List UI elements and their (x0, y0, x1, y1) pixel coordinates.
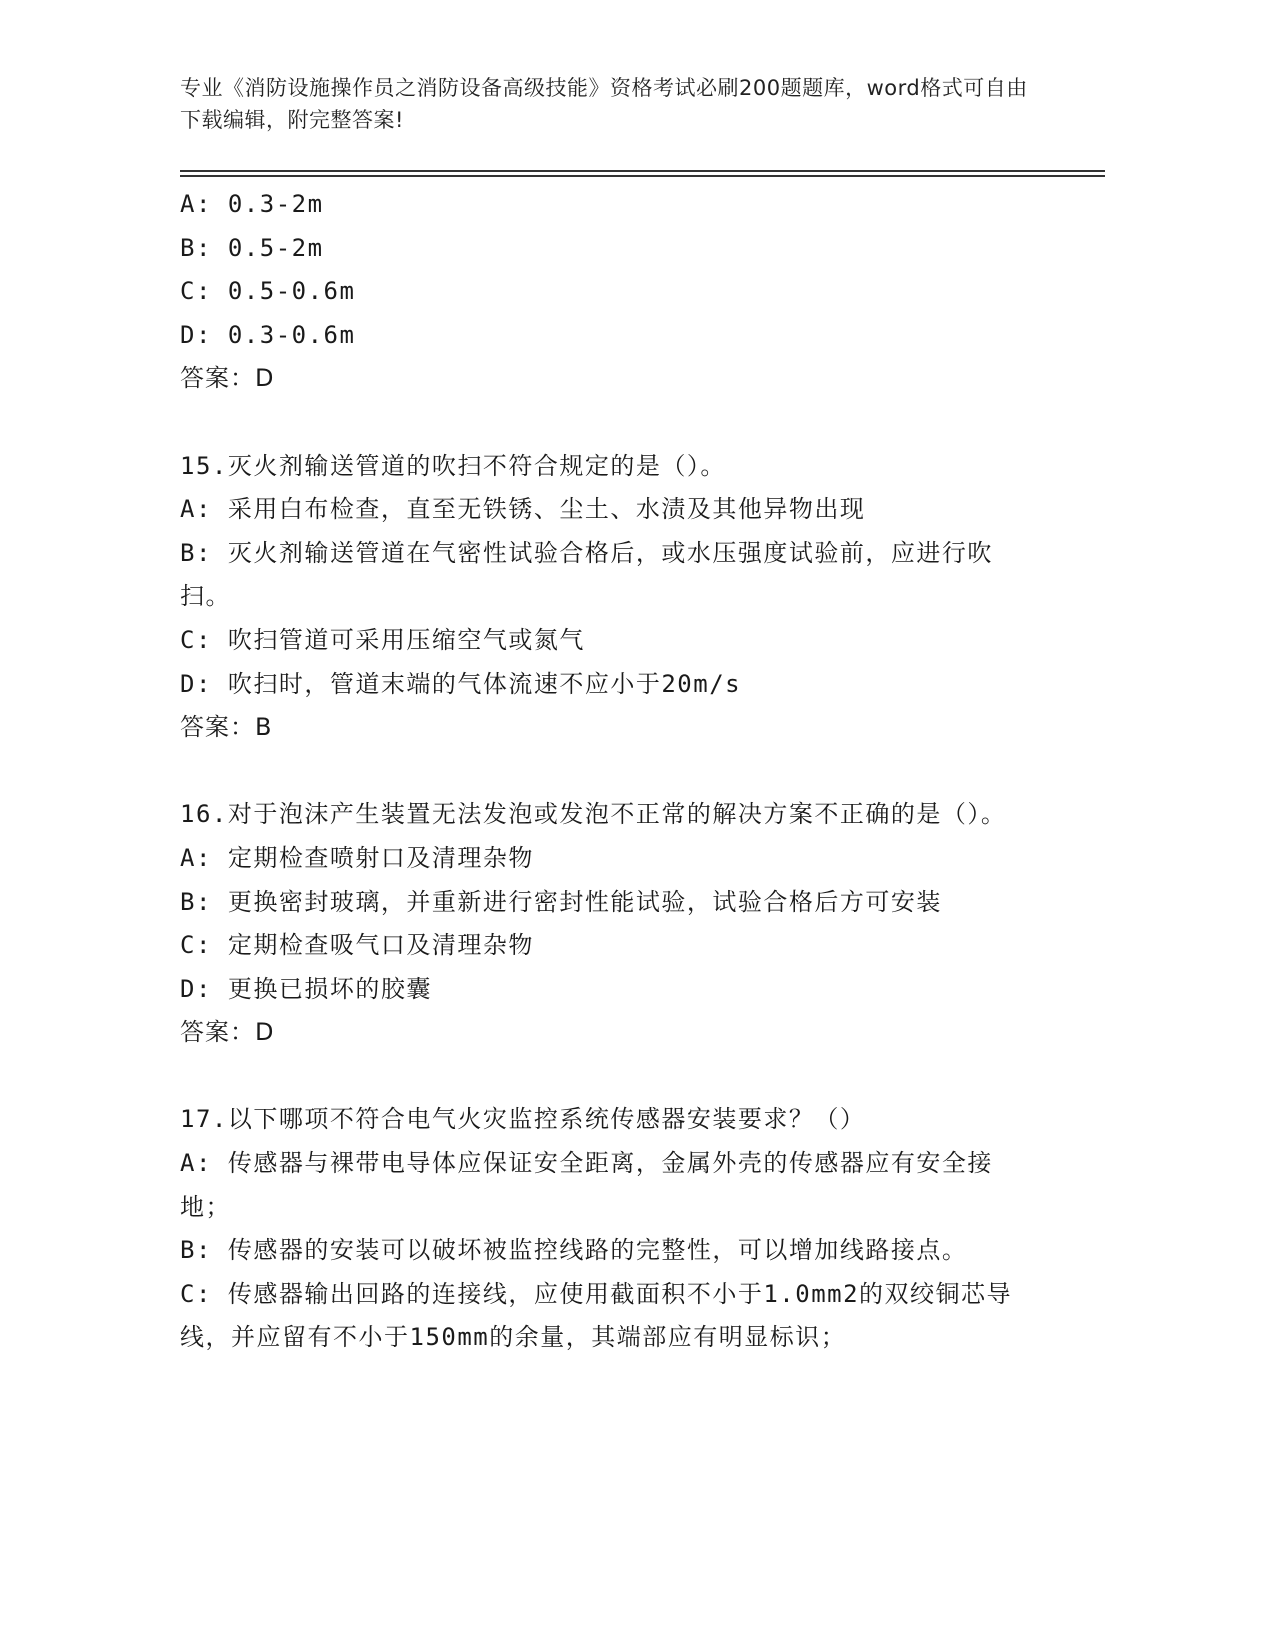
q17-option-b: B: 传感器的安装可以破坏被监控线路的完整性，可以增加线路接点。 (180, 1236, 968, 1265)
header-divider-bottom (180, 175, 1105, 177)
q17-option-a: A: 传感器与裸带电导体应保证安全距离，金属外壳的传感器应有安全接地； (180, 1149, 993, 1221)
q17-question: 17.以下哪项不符合电气火灾监控系统传感器安装要求？（） (180, 1105, 866, 1134)
q15-answer: 答案：B (180, 713, 273, 742)
question-14-block (180, 183, 1040, 401)
document-body (180, 183, 1040, 1360)
q14-option-d: D: 0.3-0.6m (180, 320, 356, 349)
q16-option-b: B: 更换密封玻璃，并重新进行密封性能试验，试验合格后方可安装 (180, 887, 942, 916)
q16-option-c: C: 定期检查吸气口及清理杂物 (180, 931, 534, 960)
spacer (180, 750, 1040, 794)
q16-option-a: A: 定期检查喷射口及清理杂物 (180, 843, 534, 872)
header-divider-top (180, 170, 1105, 172)
document-header: 专业《消防设施操作员之消防设备高级技能》资格考试必刷200题题库，word格式可自由下载编辑，附完整答案! (180, 76, 1028, 132)
q15-option-c: C: 吹扫管道可采用压缩空气或氮气 (180, 625, 585, 654)
spacer (180, 1055, 1040, 1099)
question-16-block (180, 793, 1040, 1055)
spacer (180, 401, 1040, 445)
question-15-block (180, 445, 1040, 750)
q14-option-b: B: 0.5-2m (180, 233, 324, 262)
q16-option-d: D: 更换已损坏的胶囊 (180, 974, 432, 1003)
q15-question: 15.灭火剂输送管道的吹扫不符合规定的是（）。 (180, 451, 726, 480)
q14-option-a: A: 0.3-2m (180, 190, 324, 218)
question-17-block (180, 1098, 1040, 1360)
q16-question: 16.对于泡沫产生装置无法发泡或发泡不正常的解决方案不正确的是（）。 (180, 800, 1007, 829)
q15-option-b: B: 灭火剂输送管道在气密性试验合格后，或水压强度试验前，应进行吹扫。 (180, 538, 993, 611)
q17-option-c: C: 传感器输出回路的连接线，应使用截面积不小于1.0mm2的双绞铜芯导线，并应留有不小于150mm的余量，其端部应有明显标识； (180, 1279, 1013, 1352)
q14-option-c: C: 0.5-0.6m (180, 277, 356, 306)
q15-option-d: D: 吹扫时，管道末端的气体流速不应小于20m/s (180, 669, 742, 698)
q15-option-a: A: 采用白布检查，直至无铁锈、尘土、水渍及其他异物出现 (180, 495, 866, 524)
q16-answer: 答案：D (180, 1018, 275, 1047)
q14-answer: 答案：D (180, 364, 275, 393)
